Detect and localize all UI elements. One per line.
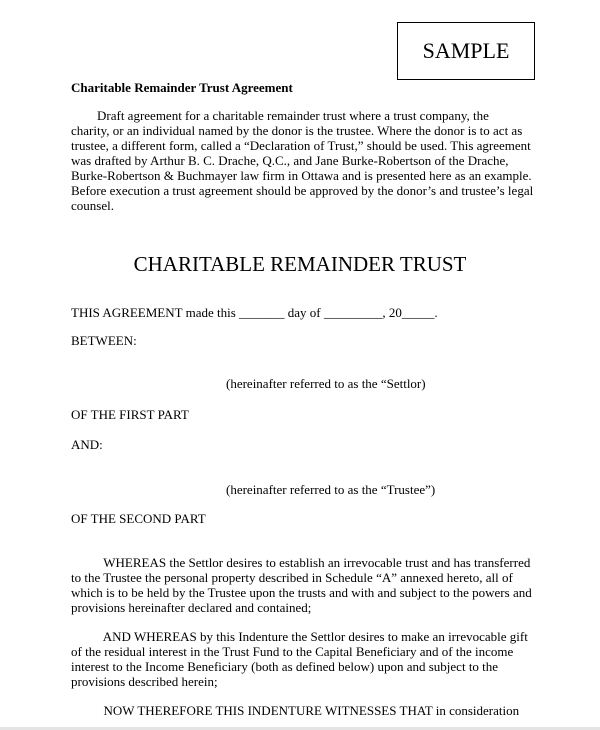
main-heading: CHARITABLE REMAINDER TRUST [133, 252, 467, 276]
agreement-date-line: THIS AGREEMENT made this _______ day of _________, 20_____. [71, 305, 438, 320]
text-line: trustee, a different form, called a “Declaration of Trust,” should be used. This agreement [71, 138, 531, 153]
text-line: AND WHEREAS by this Indenture the Settlor desires to make an irrevocable gift [71, 629, 528, 644]
text-line: interest to the Income Beneficiary (both as defined below) upon and subject to the [71, 659, 499, 674]
trustee-reference: (hereinafter referred to as the “Trustee”) [226, 482, 436, 497]
text-line: was drafted by Arthur B. C. Drache, Q.C., and Jane Burke-Robertson of the Drache, [71, 153, 509, 168]
and-whereas-paragraph [71, 629, 528, 689]
text-line: Burke-Robertson & Buchmayer law firm in Ottawa and is presented here as an example. [71, 168, 532, 183]
text-line: provisions hereinafter declared and contained; [71, 600, 312, 615]
and-label: AND: [71, 437, 103, 452]
text-line: Before execution a trust agreement should be approved by the donor’s and trustee’s legal [71, 183, 534, 198]
text-line: of the residual interest in the Trust Fund to the Capital Beneficiary and of the income [71, 644, 514, 659]
text-line: which is to be held by the Trustee upon the trusts and with and subject to the powers and [71, 585, 532, 600]
text-line: to the Trustee the personal property described in Schedule “A” annexed hereto, all of [71, 570, 513, 585]
second-part-label: OF THE SECOND PART [71, 511, 206, 526]
first-part-label: OF THE FIRST PART [71, 407, 189, 422]
intro-paragraph [71, 108, 533, 213]
text-line: counsel. [71, 198, 114, 213]
text-line: charity, or an individual named by the donor is the trustee. Where the donor is to act as [71, 123, 523, 138]
between-label: BETWEEN: [71, 333, 137, 348]
text-line: Draft agreement for a charitable remainder trust where a trust company, the [71, 108, 489, 123]
now-therefore-line: NOW THEREFORE THIS INDENTURE WITNESSES THAT in consideration [71, 703, 520, 718]
text-line: provisions described herein; [71, 674, 218, 689]
whereas-paragraph [71, 555, 532, 615]
text-line: WHEREAS the Settlor desires to establish an irrevocable trust and has transferred [71, 555, 531, 570]
settlor-reference: (hereinafter referred to as the “Settlor) [226, 376, 426, 391]
sample-stamp: SAMPLE [397, 22, 535, 80]
document-title: Charitable Remainder Trust Agreement [71, 80, 293, 95]
